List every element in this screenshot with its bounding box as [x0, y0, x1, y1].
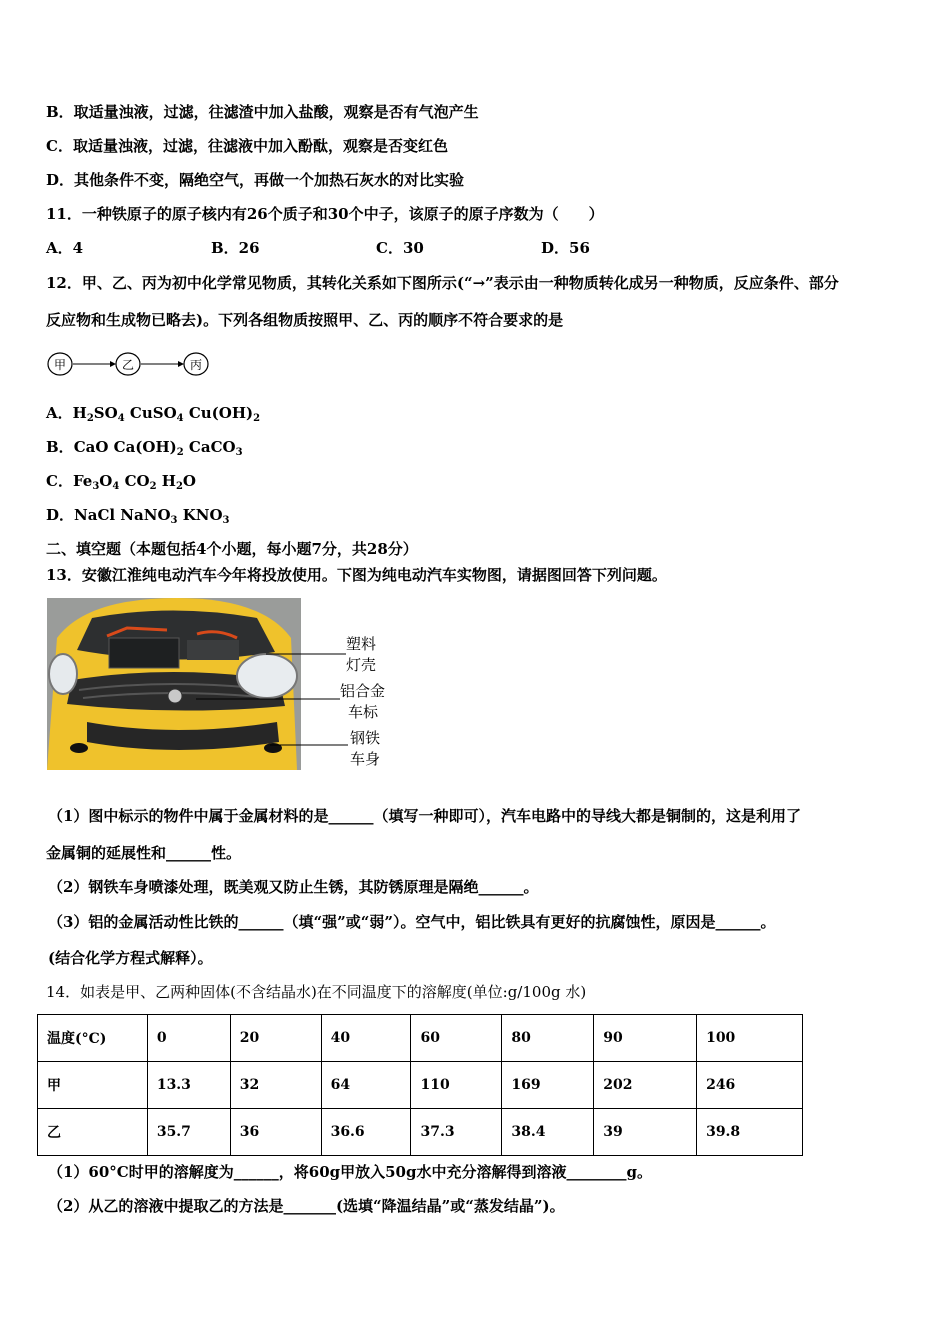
q11-option-c: C．30	[376, 239, 424, 257]
table-cell: 90	[594, 1015, 697, 1062]
q12-stem-line2: 反应物和生成物已略去)。下列各组物质按照甲、乙、丙的顺序不符合要求的是	[46, 311, 564, 329]
table-cell: 13.3	[147, 1062, 230, 1109]
table-cell: 40	[321, 1015, 411, 1062]
table-cell: 38.4	[502, 1109, 594, 1156]
q12-option-c: C．$Fe_3O_4$ $CO_2$ $H_2O$	[46, 472, 196, 492]
table-cell: 64	[321, 1062, 411, 1109]
q12-option-a: A．$H_2SO_4$ CuSO$_4$ $Cu(OH)_2$	[46, 404, 261, 424]
table-row-jia	[38, 1062, 803, 1109]
q11-stem: 11．一种铁原子的原子核内有26个质子和30个中子，该原子的原子序数为（ ）	[46, 205, 604, 223]
callout-plastic-lamp: 塑料 灯壳	[346, 635, 377, 674]
q13-part1-line1: （1）图中标示的物件中属于金属材料的是______（填写一种即可），汽车电路中的导线大都是铜制的，这是利用了	[48, 807, 801, 825]
q12-option-d: D．NaCl NaNO$_3$ $KNO_3$	[46, 506, 230, 526]
solubility-table	[37, 1014, 803, 1156]
table-cell: 32	[230, 1062, 321, 1109]
node-bing-label: 丙	[189, 358, 203, 372]
table-cell: 110	[411, 1062, 502, 1109]
table-cell: 80	[502, 1015, 594, 1062]
node-yi-label: 乙	[121, 358, 135, 372]
table-header-row	[38, 1015, 803, 1062]
q14-part2: （2）从乙的溶液中提取乙的方法是_______(选填“降温结晶”或“蒸发结晶”)。	[48, 1197, 565, 1215]
table-cell: 20	[230, 1015, 321, 1062]
q13-stem: 13．安徽江淮纯电动汽车今年将投放使用。下图为纯电动汽车实物图，请据图回答下列问题。	[46, 566, 667, 584]
q12-option-b: B．CaO $Ca(OH)_2$ CaCO$_3$	[46, 438, 243, 458]
table-cell: 甲	[38, 1062, 148, 1109]
table-row-yi	[38, 1109, 803, 1156]
node-jia-label: 甲	[53, 358, 67, 372]
q11-option-d: D．56	[541, 239, 590, 257]
table-cell: 37.3	[411, 1109, 502, 1156]
q10-option-b: B．取适量浊液，过滤，往滤渣中加入盐酸，观察是否有气泡产生	[46, 103, 479, 121]
table-cell: 0	[147, 1015, 230, 1062]
table-cell: 温度(°C)	[38, 1015, 148, 1062]
q14-stem: 14．如表是甲、乙两种固体(不含结晶水)在不同温度下的溶解度(单位:g/100g 水)	[46, 983, 587, 1001]
table-cell: 39.8	[697, 1109, 803, 1156]
table-cell: 60	[411, 1015, 502, 1062]
table-cell: 36.6	[321, 1109, 411, 1156]
table-cell: 35.7	[147, 1109, 230, 1156]
q13-part3-line1: （3）铝的金属活动性比铁的______（填“强”或“弱”）。空气中，铝比铁具有更好的抗腐蚀性，原因是______。	[48, 913, 776, 931]
q11-option-a: A．4	[46, 239, 84, 257]
table-cell: 39	[594, 1109, 697, 1156]
q11-option-b: B．26	[211, 239, 260, 257]
table-cell: 100	[697, 1015, 803, 1062]
callout-steel-body: 钢铁 车身	[350, 729, 381, 768]
section-heading: 二、填空题（本题包括4个小题，每小题7分，共28分）	[46, 540, 418, 558]
callout-alloy-logo: 铝合金 车标	[340, 682, 386, 721]
q13-part1-line2: 金属铜的延展性和______性。	[46, 844, 242, 862]
table-cell: 36	[230, 1109, 321, 1156]
q10-option-d: D．其他条件不变，隔绝空气，再做一个加热石灰水的对比实验	[46, 171, 465, 189]
q13-part3-line2: (结合化学方程式解释）。	[48, 949, 213, 967]
q10-option-c: C．取适量浊液，过滤，往滤液中加入酚酞，观察是否变红色	[46, 137, 448, 155]
table-cell: 246	[697, 1062, 803, 1109]
table-cell: 169	[502, 1062, 594, 1109]
table-cell: 202	[594, 1062, 697, 1109]
q13-part2: （2）钢铁车身喷漆处理，既美观又防止生锈，其防锈原理是隔绝______。	[48, 878, 539, 896]
q14-part1: （1）60°C时甲的溶解度为______，将60g甲放入50g水中充分溶解得到溶液________g。	[48, 1163, 652, 1181]
q12-stem-line1: 12．甲、乙、丙为初中化学常见物质，其转化关系如下图所示(“→”表示由一种物质转化成另一种物质，反应条件、部分	[46, 274, 839, 292]
table-cell: 乙	[38, 1109, 148, 1156]
